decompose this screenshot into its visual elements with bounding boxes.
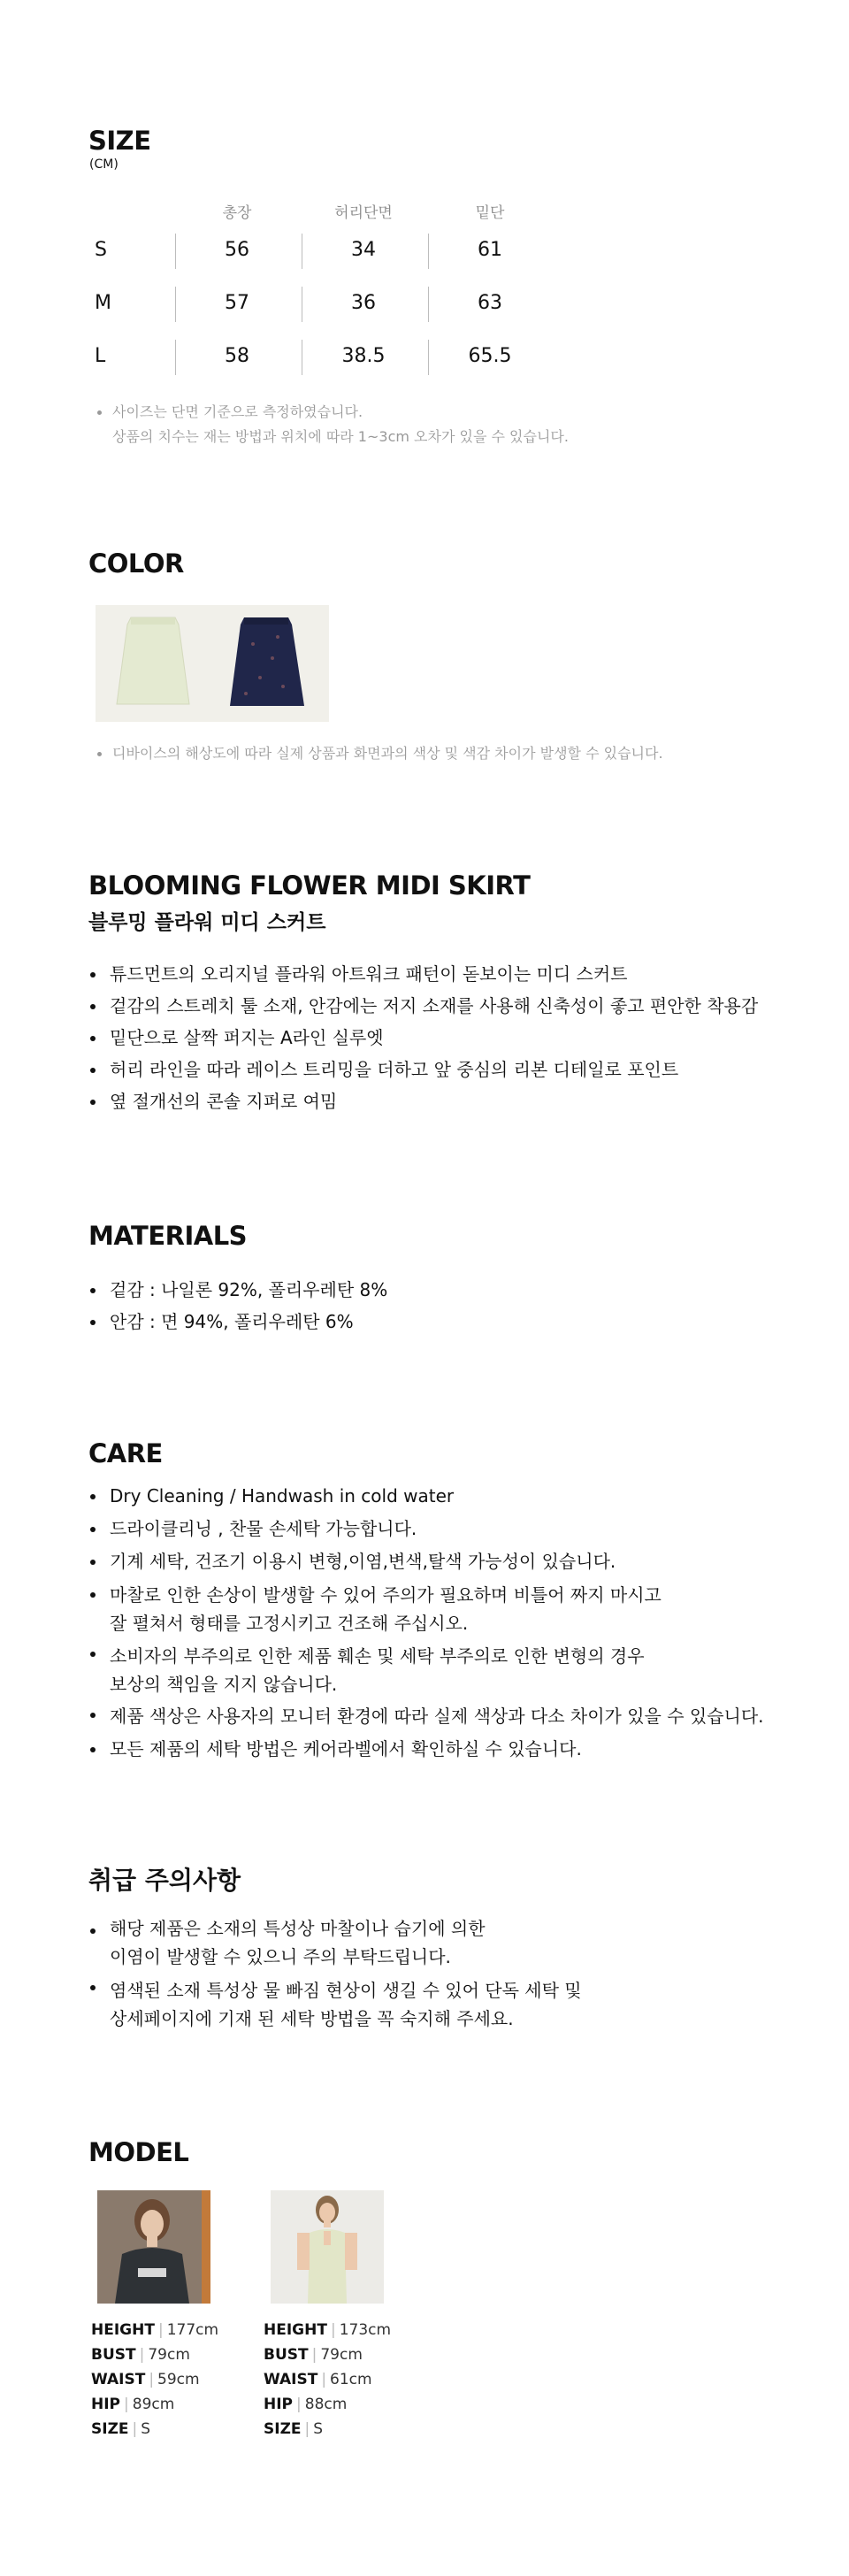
model-neck: [324, 2220, 331, 2227]
care-section-title: CARE: [88, 1438, 163, 1468]
stat-separator: |: [311, 2346, 317, 2364]
model-stat-row: [264, 2318, 391, 2342]
model-photo-1: [97, 2190, 210, 2304]
stat-label: BUST: [91, 2346, 136, 2364]
model-2-stats: [264, 2318, 391, 2442]
list-item: [88, 1513, 814, 1545]
stat-label: SIZE: [91, 2420, 129, 2438]
stat-value: 61cm: [330, 2371, 372, 2388]
stat-separator: |: [304, 2420, 310, 2438]
model-section-title: MODEL: [88, 2137, 189, 2167]
stat-separator: |: [124, 2396, 129, 2413]
stat-value: 89cm: [132, 2396, 175, 2413]
care-line: Dry Cleaning / Handwash in cold water: [110, 1485, 455, 1506]
list-item: [88, 1914, 814, 1971]
stat-label: WAIST: [91, 2371, 146, 2388]
list-item: 허리 라인을 따라 레이스 트리밍을 더하고 앞 중심의 리본 디테일로 포인트: [88, 1054, 796, 1085]
size-row-label: M: [95, 292, 111, 314]
size-cell: 58: [225, 345, 249, 367]
size-unit-label: (CM): [89, 157, 119, 172]
model-2-illustration: [271, 2190, 384, 2304]
size-row-label: L: [95, 345, 106, 367]
care-line: 제품 색상은 사용자의 모니터 환경에 따라 실제 색상과 다소 차이가 있을 수 있습니다.: [110, 1706, 764, 1727]
model-stat-row: [264, 2392, 391, 2417]
stat-value: 79cm: [148, 2346, 190, 2364]
model-stat-row: [264, 2367, 391, 2392]
size-column-header: 허리단면: [334, 204, 393, 222]
model-face: [319, 2203, 335, 2222]
color-note-text: 디바이스의 해상도에 따라 실제 상품과 화면과의 색상 및 색감 차이가 발생할 수 있습니다.: [112, 745, 663, 762]
model-1-illustration: [97, 2190, 210, 2304]
stat-label: HIP: [264, 2396, 294, 2413]
stat-value: 79cm: [320, 2346, 363, 2364]
stat-value: 88cm: [304, 2396, 348, 2413]
model-stat-row: [91, 2318, 218, 2342]
stat-label: HEIGHT: [91, 2321, 155, 2339]
stat-label: SIZE: [264, 2420, 302, 2438]
caution-line: 이염이 발생할 수 있으니 주의 부탁드립니다.: [110, 1946, 451, 1967]
size-cell: 36: [351, 292, 376, 314]
stat-separator: |: [132, 2420, 138, 2438]
model-stat-row: [264, 2342, 391, 2367]
size-column-header: 총장: [222, 204, 252, 222]
light-green-skirt-image[interactable]: [117, 617, 189, 704]
model-stat-row: [91, 2342, 218, 2367]
care-line: 드라이클리닝 , 찬물 손세탁 가능합니다.: [110, 1518, 417, 1539]
caution-line: 상세페이지에 기재 된 세탁 방법을 꼭 숙지해 주세요.: [110, 2008, 514, 2029]
product-title: BLOOMING FLOWER MIDI SKIRT: [88, 870, 531, 901]
stat-separator: |: [157, 2321, 164, 2339]
model-arm: [297, 2233, 310, 2270]
stat-value: 59cm: [157, 2371, 200, 2388]
stat-value: S: [141, 2420, 151, 2438]
list-item: 겉감의 스트레치 툴 소재, 안감에는 저지 소재를 사용해 신축성이 좋고 편안한 착용감: [88, 990, 796, 1022]
materials-section-title: MATERIALS: [88, 1221, 248, 1251]
floral-dot: [276, 635, 279, 639]
size-cell: 34: [351, 239, 376, 261]
floral-dot: [244, 692, 248, 695]
size-column-header: 밑단: [475, 204, 505, 222]
list-item: [88, 1545, 814, 1578]
care-line: 소비자의 부주의로 인한 제품 훼손 및 세탁 부주의로 인한 변형의 경우: [110, 1645, 645, 1667]
tshirt-print: [138, 2268, 166, 2277]
care-line: 마찰로 인한 손상이 발생할 수 있어 주의가 필요하며 비틀어 짜지 마시고: [110, 1584, 662, 1606]
floral-dot: [251, 642, 255, 646]
list-item: 겉감 : 나일론 92%, 폴리우레탄 8%: [88, 1274, 796, 1306]
stat-value: S: [313, 2420, 324, 2438]
model-photo-2: [271, 2190, 384, 2304]
floral-dot: [258, 676, 262, 679]
care-line: 보상의 책임을 지지 않습니다.: [110, 1674, 338, 1695]
size-note: [97, 400, 569, 449]
product-feature-list: [88, 958, 796, 1117]
stat-value: 173cm: [339, 2321, 392, 2339]
color-swatch-strip: [96, 605, 329, 722]
stat-label: HIP: [91, 2396, 121, 2413]
caution-line: 해당 제품은 소재의 특성상 마찰이나 습기에 의한: [110, 1918, 486, 1939]
care-line: 잘 펼쳐서 형태를 고정시키고 건조해 주십시오.: [110, 1613, 469, 1634]
size-cell: 61: [478, 239, 502, 261]
size-row-label: S: [95, 239, 107, 261]
light-green-skirt-shape: [117, 617, 189, 704]
list-item: 옆 절개선의 콘솔 지퍼로 여밈: [88, 1085, 796, 1117]
size-note-line: 사이즈는 단면 기준으로 측정하였습니다.: [112, 403, 363, 420]
caution-list: [88, 1914, 814, 2033]
model-stat-row: [91, 2392, 218, 2417]
materials-list: [88, 1274, 796, 1338]
stat-separator: |: [149, 2371, 155, 2388]
stat-separator: |: [139, 2346, 145, 2364]
size-cell: 56: [225, 239, 249, 261]
stat-label: BUST: [264, 2346, 309, 2364]
stat-separator: |: [296, 2396, 302, 2413]
list-item: [88, 1637, 814, 1698]
model-stat-row: [91, 2417, 218, 2442]
color-swatch-images: [96, 605, 329, 722]
list-item: 안감 : 면 94%, 폴리우레탄 6%: [88, 1306, 796, 1338]
model-face: [141, 2210, 164, 2238]
size-cell: 65.5: [468, 345, 512, 367]
list-item: [88, 1733, 814, 1766]
list-item: 밑단으로 살짝 퍼지는 A라인 실루엣: [88, 1022, 796, 1054]
care-line: 기계 세탁, 건조기 이용시 변형,이염,변색,탈색 가능성이 있습니다.: [110, 1551, 616, 1572]
placket-opening: [324, 2231, 331, 2245]
stat-value: 177cm: [166, 2321, 219, 2339]
caution-line: 염색된 소재 특성상 물 빠짐 현상이 생길 수 있어 단독 세탁 및: [110, 1980, 582, 2001]
list-item: [88, 1971, 814, 2033]
size-section-title: SIZE: [88, 126, 151, 156]
size-cell: 57: [225, 292, 249, 314]
light-green-skirt-waistband: [131, 617, 175, 625]
list-item: 튜드먼트의 오리지널 플라워 아트워크 패턴이 돋보이는 미디 스커트: [88, 958, 796, 990]
model-arm: [345, 2233, 357, 2270]
stat-separator: |: [321, 2371, 327, 2388]
caution-section-title: 취급 주의사항: [88, 1866, 241, 1895]
color-section-title: COLOR: [88, 548, 184, 579]
size-cell: 63: [478, 292, 502, 314]
size-note-line: 상품의 치수는 재는 방법과 위치에 따라 1~3cm 오차가 있을 수 있습니다.: [112, 428, 569, 445]
model-stat-row: [264, 2417, 391, 2442]
care-list: [88, 1480, 814, 1766]
floral-dot: [281, 685, 285, 688]
list-item: [88, 1698, 814, 1733]
list-item: [88, 1480, 814, 1513]
door-frame: [202, 2190, 210, 2304]
size-cell: 38.5: [341, 345, 386, 367]
stat-label: HEIGHT: [264, 2321, 327, 2339]
stat-separator: |: [330, 2321, 336, 2339]
list-item: [88, 1578, 814, 1637]
navy-floral-skirt-waistband: [244, 617, 288, 625]
product-subtitle: 블루밍 플라워 미디 스커트: [88, 911, 326, 934]
care-line: 모든 제품의 세탁 방법은 케어라벨에서 확인하실 수 있습니다.: [110, 1738, 582, 1760]
navy-floral-skirt-image[interactable]: [230, 617, 304, 706]
floral-dot: [271, 656, 274, 660]
bullet-dot: [97, 752, 102, 756]
model-neck: [147, 2236, 157, 2247]
stat-label: WAIST: [264, 2371, 318, 2388]
color-note: [97, 741, 663, 766]
bullet-dot: [97, 410, 102, 415]
model-stat-row: [91, 2367, 218, 2392]
navy-floral-skirt-shape: [230, 617, 304, 706]
model-1-stats: [91, 2318, 218, 2442]
